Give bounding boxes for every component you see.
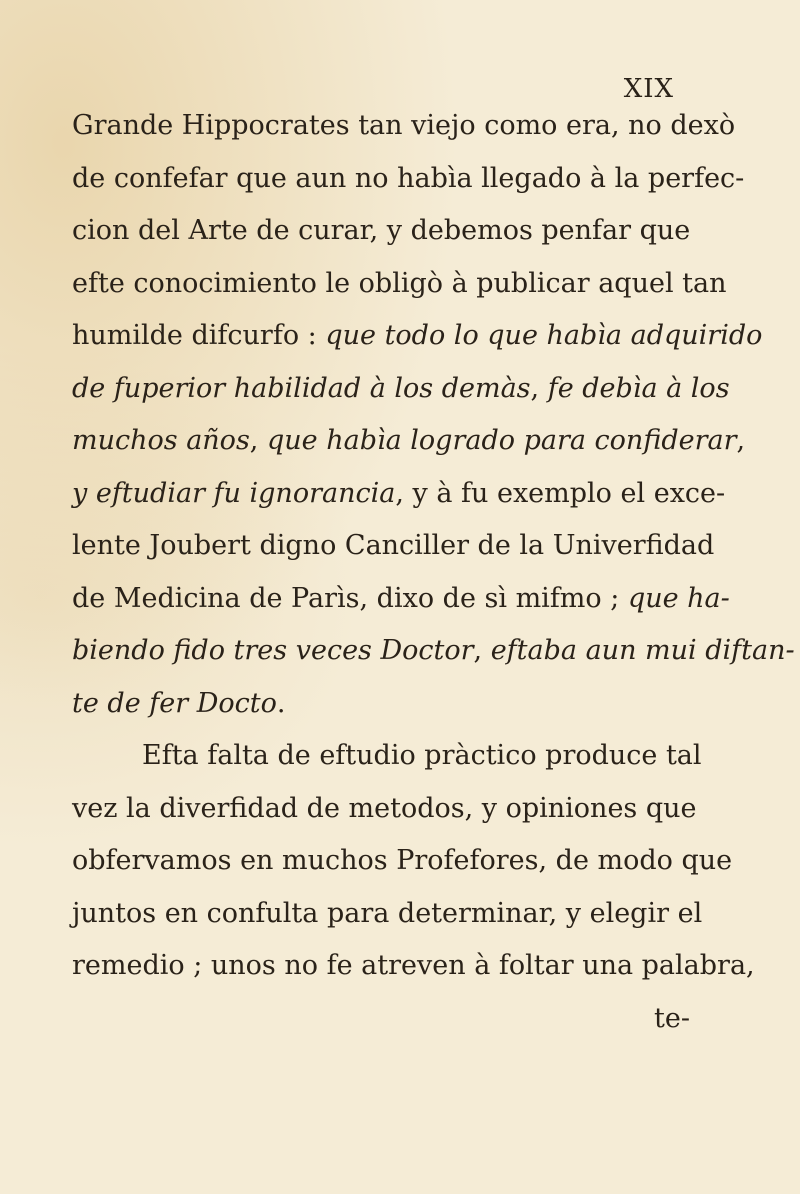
text-line [72,888,720,941]
italic-segment: de fuperior habilidad à los demàs [72,372,531,404]
text-segment: , [249,425,267,456]
text-segment: cion del Arte de curar, y debemos penfar que [72,215,691,246]
text-segment: de Medicina de Parìs, dixo de sì mifmo ; [72,582,628,614]
text-line [72,730,720,783]
text-segment: de confefar que aun no habìa llegado à la perfec- [72,162,745,194]
text-segment: , [736,425,746,456]
text-line [72,258,727,311]
text-segment: vez la diverfidad de metodos, y opiniones que [72,792,697,824]
text-line [72,520,720,573]
italic-segment: que habìa logrado para confiderar [266,425,737,456]
text-segment: , [473,635,491,666]
text-line [72,100,736,153]
text-segment: lente Joubert digno Canciller de la Univerfidad [72,530,715,561]
text-segment: efte conocimiento le obligò à publicar aquel tan [72,267,727,299]
text-line [72,468,726,521]
text-line [72,205,720,258]
text-segment: remedio ; unos no fe atreven à foltar una palabra, [72,950,755,981]
text-line [72,940,755,993]
text-line [72,310,763,363]
text-line [72,153,745,206]
italic-segment: que ha- [627,582,730,614]
italic-segment: te de fer Docto [72,687,277,719]
italic-segment: fe debìa à los [547,372,730,404]
text-line [72,783,720,836]
text-segment: , [530,372,548,404]
italic-segment: eftaba aun mui diftan- [490,635,795,666]
italic-segment: biendo fido tres veces Doctor [72,635,474,666]
catchword: te- [654,1002,690,1034]
text-line [72,835,733,888]
text-line [72,625,795,678]
text-segment: . [276,687,286,719]
text-line [72,573,730,626]
italic-segment: muchos años [72,425,250,456]
text-line [72,363,730,416]
body-text [72,100,795,1045]
page-number: XIX [623,74,674,104]
text-segment: juntos en confulta para determinar, y elegir el [72,897,703,929]
italic-segment: que todo lo que habìa adquirido [325,320,763,351]
italic-segment: y eftudiar fu ignorancia [72,477,396,509]
text-line [72,415,746,468]
text-segment: , y à fu exemplo el exce- [395,477,726,509]
text-segment: Efta falta de eftudio pràctico produce tal [142,740,702,771]
text-segment: obfervamos en muchos Profefores, de modo que [72,845,733,876]
text-segment: Grande Hippocrates tan viejo como era, no dexò [72,110,736,141]
text-segment: humilde difcurfo : [72,320,326,351]
text-line [72,678,720,731]
